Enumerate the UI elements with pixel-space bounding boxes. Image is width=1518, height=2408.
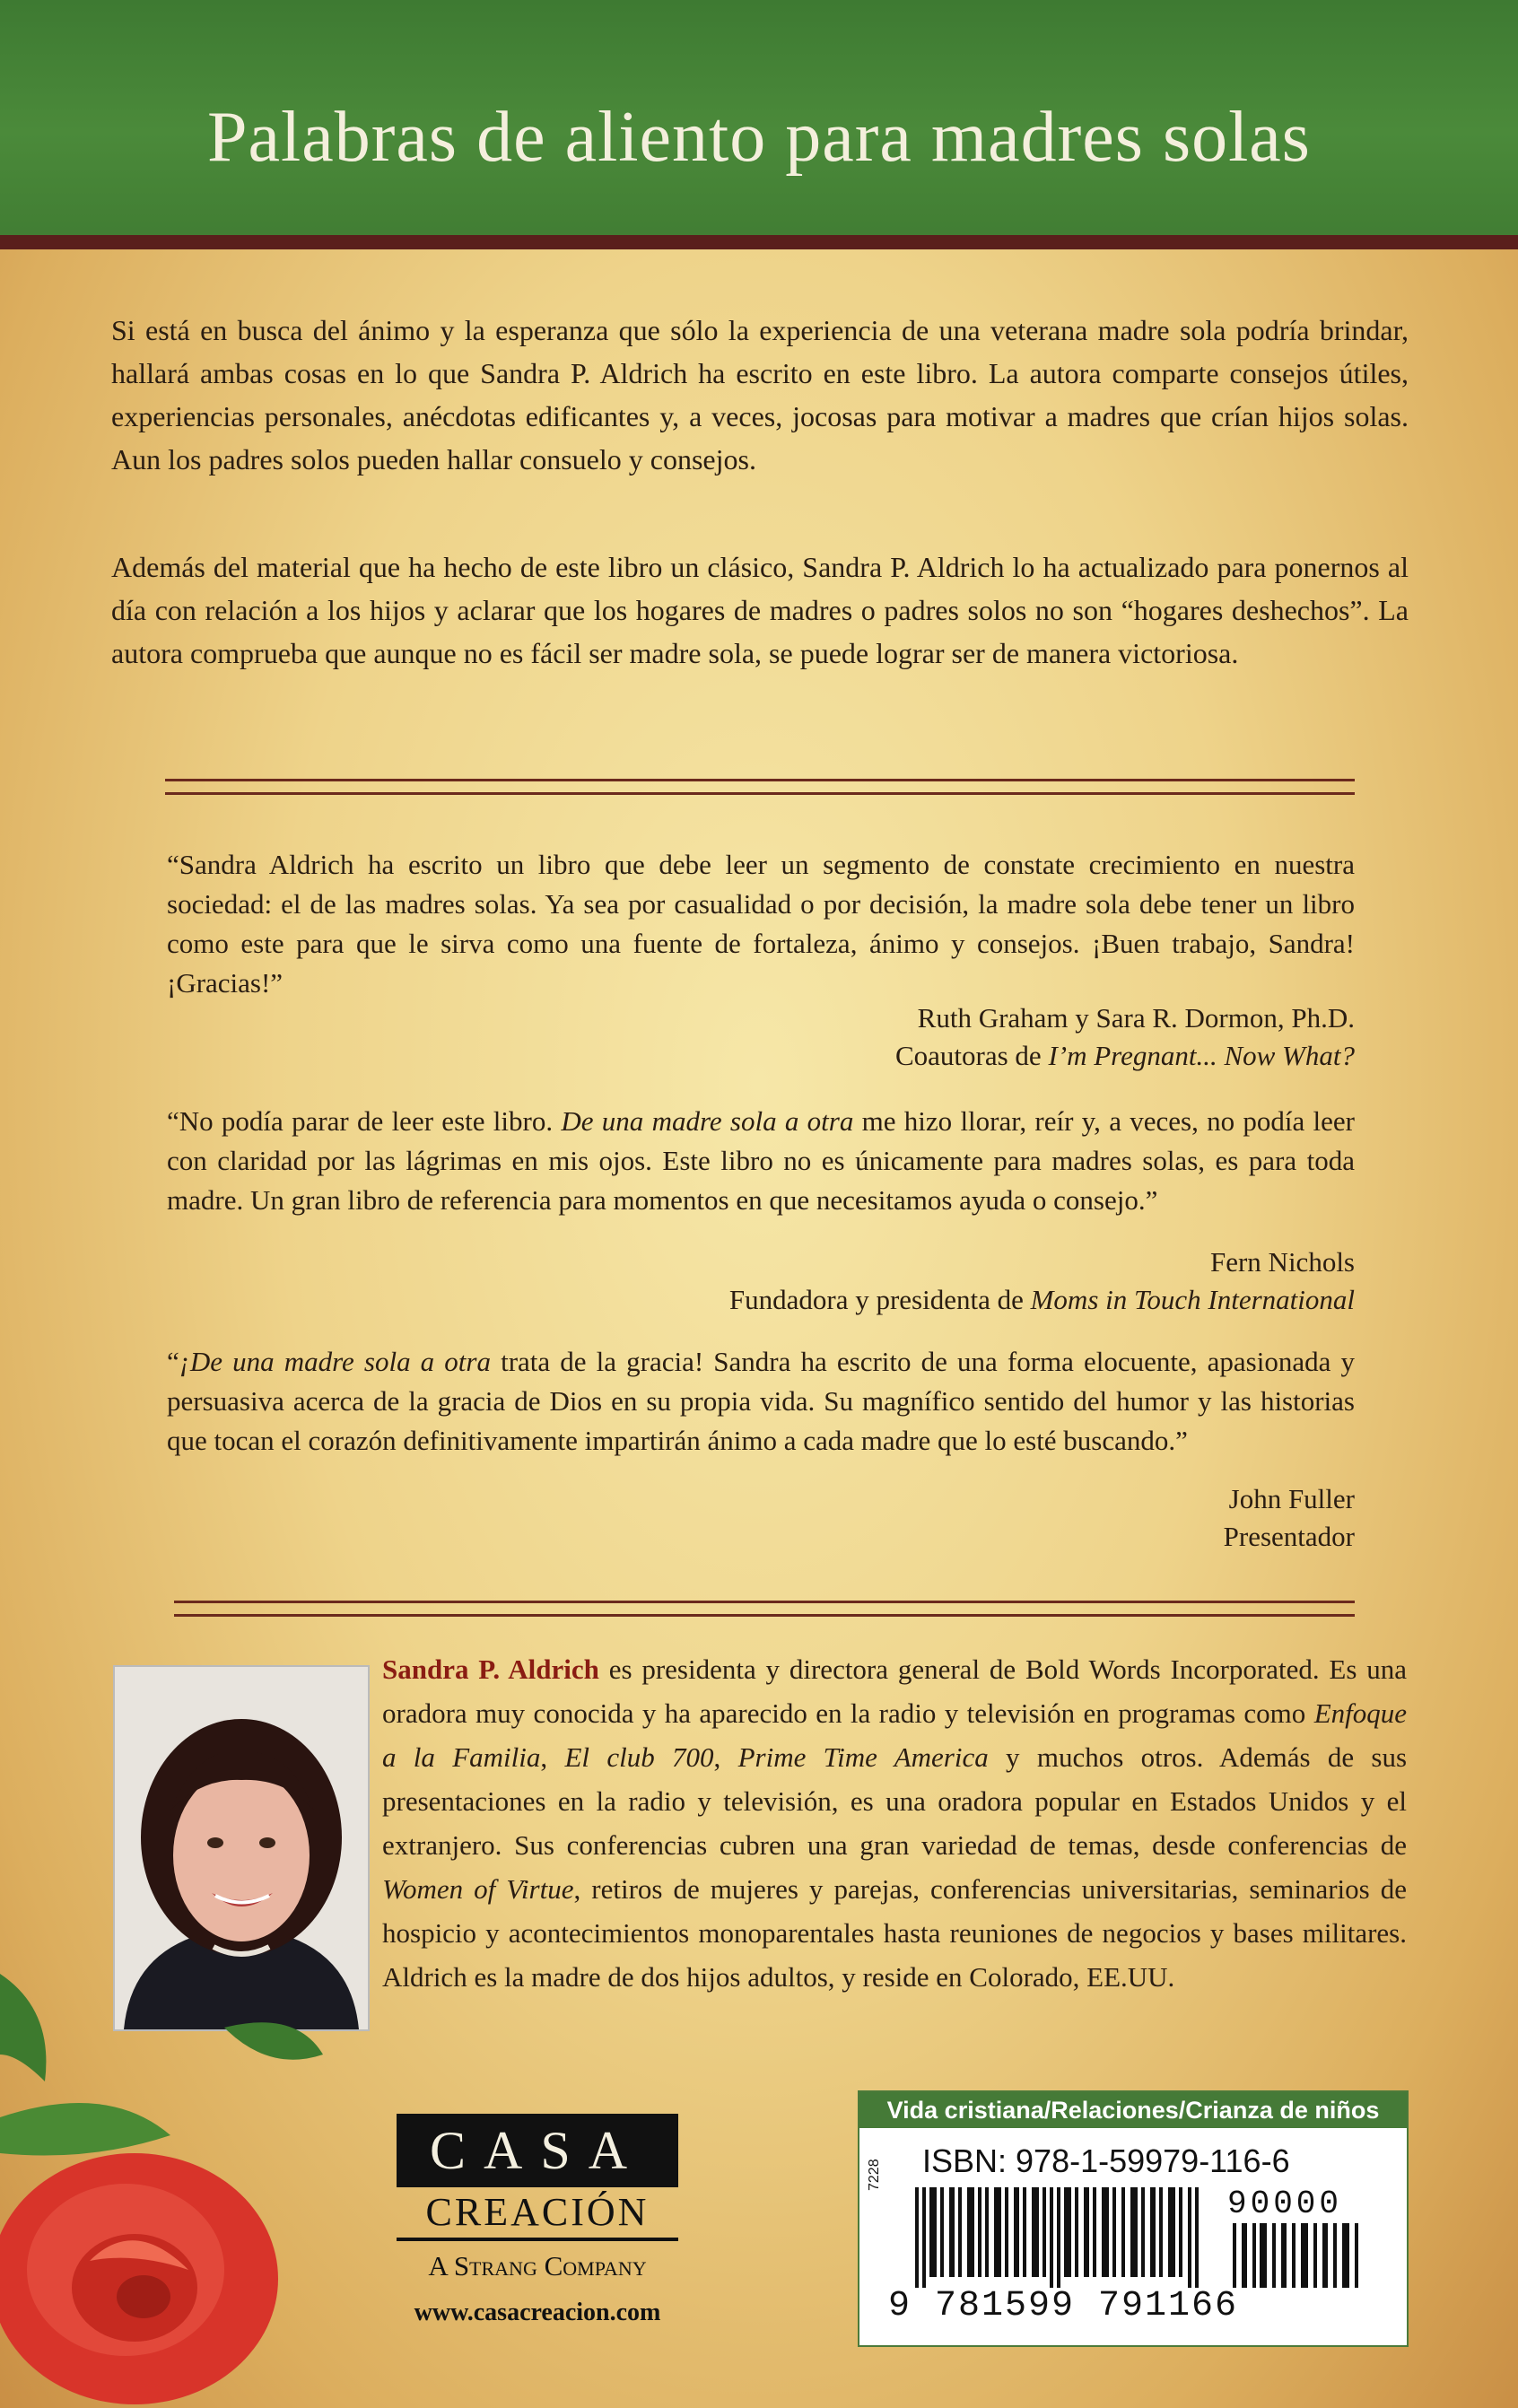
publisher-imprint: A Strang Company [428, 2250, 647, 2281]
program-title: Enfoque a la Familia [382, 1697, 1407, 1773]
publisher-url: www.casacreacion.com [414, 2299, 661, 2326]
barcode-panel [858, 2090, 1409, 2347]
program-title: Women of Virtue [382, 1873, 574, 1905]
quote-text: “ [167, 1346, 179, 1377]
price-code: 90000 [1227, 2186, 1343, 2222]
publisher-logo [397, 2114, 678, 2327]
bio-text: y muchos otros. Además de sus presentaciones en la radio y televisión, es una oradora popular en Estados Unidos y el extranjero. Sus conferencias cubren una gran variedad de temas, desde conferencias de [382, 1741, 1408, 1861]
endorsement-role [729, 1281, 1355, 1319]
endorsement-author: Ruth Graham y Sara R. Dormon, Ph.D. [917, 1002, 1355, 1034]
role-prefix: Coautoras de [894, 1040, 1049, 1071]
endorsement-quote-2 [167, 1102, 1355, 1220]
endorsement-attribution-2 [729, 1243, 1355, 1319]
bio-text: es presidenta y directora general de Bold Words Incorporated. Es una oradora muy conocida y ha aparecido en la radio y televisión en programas como [382, 1653, 1407, 1729]
rose-icon [0, 1974, 377, 2408]
role-title: Moms in Touch International [1030, 1284, 1355, 1315]
role-title: I’m Pregnant... Now What? [1048, 1040, 1355, 1071]
small-code: 7228 [867, 2159, 882, 2191]
endorsement-role: Presentador [1223, 1521, 1355, 1552]
isbn-text: ISBN: 978-1-59979-116-6 [922, 2142, 1290, 2179]
endorsement-quote-3 [167, 1342, 1355, 1461]
quote-text: “No podía parar de leer este libro. [167, 1105, 562, 1137]
divider-rule [174, 1601, 1355, 1617]
header-bar [0, 0, 1518, 240]
author-bio [382, 1647, 1407, 1999]
divider-rule [165, 779, 1355, 795]
price-barcode-icon [1233, 2223, 1367, 2288]
program-title: El club 700 [564, 1741, 714, 1773]
book-title: ¡De una madre sola a otra [179, 1346, 491, 1377]
intro-paragraph-2: Además del material que ha hecho de este libro un clásico, Sandra P. Aldrich lo ha actualizado para ponernos al día con relación a los hijos y aclarar que los hogares de madres o padres solos no son “hogares deshechos”. La autora comprueba que aunque no es fácil ser madre sola, se puede lograr ser de manera victoriosa. [111, 551, 1409, 669]
bio-text: , [713, 1741, 738, 1773]
publisher-logo-casa: CASA [397, 2114, 678, 2187]
page-title: Palabras de aliento para madres solas [207, 98, 1311, 177]
book-title: De una madre sola a otra [561, 1105, 854, 1137]
endorsement-author: John Fuller [1228, 1483, 1355, 1514]
category-label: Vida cristiana/Relaciones/Crianza de niños [859, 2092, 1407, 2128]
endorsement-quote-1: “Sandra Aldrich ha escrito un libro que debe leer un segmento de constate crecimiento en nuestra sociedad: el de las madres solas. Ya sea por casualidad o por decisión, la madre sola debe tener un libro como este para que le sirva como una fuente de fortaleza, ánimo y consejos. ¡Buen trabajo, Sandra! ¡Gracias!” [167, 849, 1355, 999]
quote-text: trata de la gracia! Sandra ha escrito de una forma elocuente, apasionada y persuasiva acerca de la gracia de Dios en su propia vida. Su magnífico sentido del humor y las historias que tocan el corazón definitivamente impartirán ánimo a cada madre que lo esté buscando.” [167, 1346, 1355, 1456]
role-prefix: Fundadora y presidenta de [728, 1284, 1031, 1315]
endorsement-attribution-3 [1224, 1480, 1355, 1556]
header-divider [0, 235, 1518, 249]
bio-text: , retiros de mujeres y parejas, conferencias universitarias, seminarios de hospicio y acontecimientos monoparentales hasta reuniones de negocios y bases militares. Aldrich es la madre de dos hijos adultos, y reside en Colorado, EE.UU. [382, 1873, 1408, 1993]
endorsement-attribution-1 [895, 999, 1355, 1075]
program-title: Prime Time America [737, 1741, 989, 1773]
quote-text: me hizo llorar, reír y, a veces, no podía leer con claridad por las lágrimas en mis ojos. Este libro no es únicamente para madres solas, es para toda madre. Un gran libro de referencia para momentos en que necesitamos ayuda o consejo.” [167, 1105, 1355, 1216]
intro-paragraph-1: Si está en busca del ánimo y la esperanza que sólo la experiencia de una veterana madre sola podría brindar, hallará ambas cosas en lo que Sandra P. Aldrich ha escrito en este libro. La autora comparte consejos útiles, experiencias personales, anécdotas edificantes y, a veces, jocosas para motivar a madres que crían hijos solas. Aun los padres solos pueden hallar consuelo y consejos. [111, 314, 1409, 475]
bio-text: , [540, 1741, 565, 1773]
endorsement-author: Fern Nichols [1209, 1246, 1355, 1278]
author-name: Sandra P. Aldrich [382, 1653, 599, 1685]
isbn-barcode-icon [915, 2187, 1220, 2288]
publisher-logo-creacion: CREACIÓN [397, 2187, 678, 2241]
barcode-digits: 9 781599 791166 [888, 2286, 1239, 2326]
endorsement-role [895, 1037, 1355, 1075]
